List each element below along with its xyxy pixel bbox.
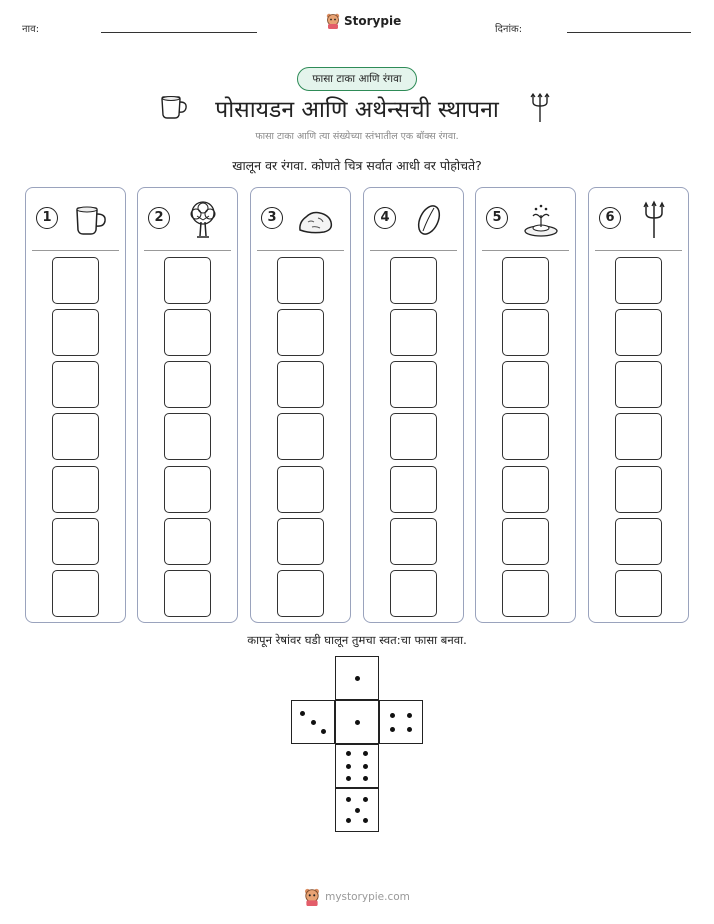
color-box[interactable] [52,518,99,565]
die-pip [346,818,351,823]
column-number: 2 [148,207,170,229]
column-divider [144,250,231,251]
color-box[interactable] [615,570,662,617]
color-box[interactable] [502,518,549,565]
olive-tree-icon [183,200,223,240]
color-box[interactable] [615,466,662,513]
brand-name: Storypie [344,14,402,28]
column-number: 5 [486,207,508,229]
color-box[interactable] [390,466,437,513]
name-line [101,32,257,33]
column-divider [595,250,682,251]
die-pip [355,808,360,813]
color-box[interactable] [502,413,549,460]
die-face-4 [379,700,423,744]
color-box[interactable] [502,309,549,356]
column-5 [475,187,576,623]
column-number: 1 [36,207,58,229]
color-box[interactable] [277,466,324,513]
brand-logo [326,13,401,29]
die-pip [407,727,412,732]
trident-icon [530,93,550,123]
color-box[interactable] [164,518,211,565]
color-box[interactable] [52,413,99,460]
footer-url: mystorypie.com [325,891,410,903]
column-divider [257,250,344,251]
cut-instruction: कापून रेषांवर घडी घालून तुमचा स्वत:चा फासा बनवा. [247,633,467,647]
color-box[interactable] [615,257,662,304]
color-box[interactable] [615,413,662,460]
die-pip [363,751,368,756]
color-box[interactable] [277,413,324,460]
color-box[interactable] [390,413,437,460]
color-box[interactable] [164,466,211,513]
color-box[interactable] [164,309,211,356]
color-box[interactable] [164,413,211,460]
die-pip [346,764,351,769]
die-pip [363,797,368,802]
color-box[interactable] [615,361,662,408]
die-pip [346,776,351,781]
column-divider [32,250,119,251]
color-box[interactable] [615,518,662,565]
activity-badge: फासा टाका आणि रंगवा [297,67,417,91]
page-title: पोसायडन आणि अथेन्सची स्थापना [215,97,499,123]
die-pip [311,720,316,725]
color-box[interactable] [52,257,99,304]
color-box[interactable] [390,570,437,617]
color-box[interactable] [502,466,549,513]
date-line [567,32,691,33]
color-box[interactable] [390,257,437,304]
die-pip [355,720,360,725]
coloring-instruction: खालून वर रंगवा. कोणते चित्र सर्वात आधी वर पोहोचते? [232,158,482,173]
die-pip [363,764,368,769]
trident-icon [634,200,674,240]
die-pip [390,713,395,718]
name-label: नाव: [22,24,40,35]
color-box[interactable] [502,257,549,304]
die-pip [407,713,412,718]
die-pip [390,727,395,732]
storypie-bear-icon [326,13,340,29]
column-number: 6 [599,207,621,229]
die-pip [321,729,326,734]
die-face-3 [291,700,335,744]
die-pip [346,797,351,802]
color-box[interactable] [164,570,211,617]
column-divider [370,250,457,251]
column-1 [25,187,126,623]
color-box[interactable] [277,257,324,304]
color-box[interactable] [52,309,99,356]
color-box[interactable] [52,570,99,617]
die-pip [363,776,368,781]
column-number: 4 [374,207,396,229]
color-box[interactable] [277,518,324,565]
column-2 [137,187,238,623]
die-pip [363,818,368,823]
color-box[interactable] [390,361,437,408]
die-face-6 [335,744,379,788]
column-3 [250,187,351,623]
cup-icon [71,200,111,240]
storypie-bear-icon [304,888,320,906]
die-pip [300,711,305,716]
rock-icon [296,200,336,240]
color-box[interactable] [390,518,437,565]
column-4 [363,187,464,623]
die-face-1 [335,700,379,744]
color-box[interactable] [502,570,549,617]
color-box[interactable] [277,570,324,617]
column-6 [588,187,689,623]
color-box[interactable] [164,257,211,304]
color-box[interactable] [164,361,211,408]
olive-icon [409,200,449,240]
column-divider [482,250,569,251]
color-box[interactable] [277,361,324,408]
color-box[interactable] [52,466,99,513]
color-box[interactable] [277,309,324,356]
die-pip [346,751,351,756]
die-face-1 [335,656,379,700]
color-box[interactable] [390,309,437,356]
footer [0,888,714,906]
date-label: दिनांक: [495,24,523,35]
color-box[interactable] [502,361,549,408]
die-pip [355,676,360,681]
die-face-5 [335,788,379,832]
column-number: 3 [261,207,283,229]
color-box[interactable] [52,361,99,408]
spring-icon [521,200,561,240]
color-box[interactable] [615,309,662,356]
page-subtitle: फासा टाका आणि त्या संख्येच्या स्तंभातील एक बॉक्स रंगवा. [255,131,459,142]
